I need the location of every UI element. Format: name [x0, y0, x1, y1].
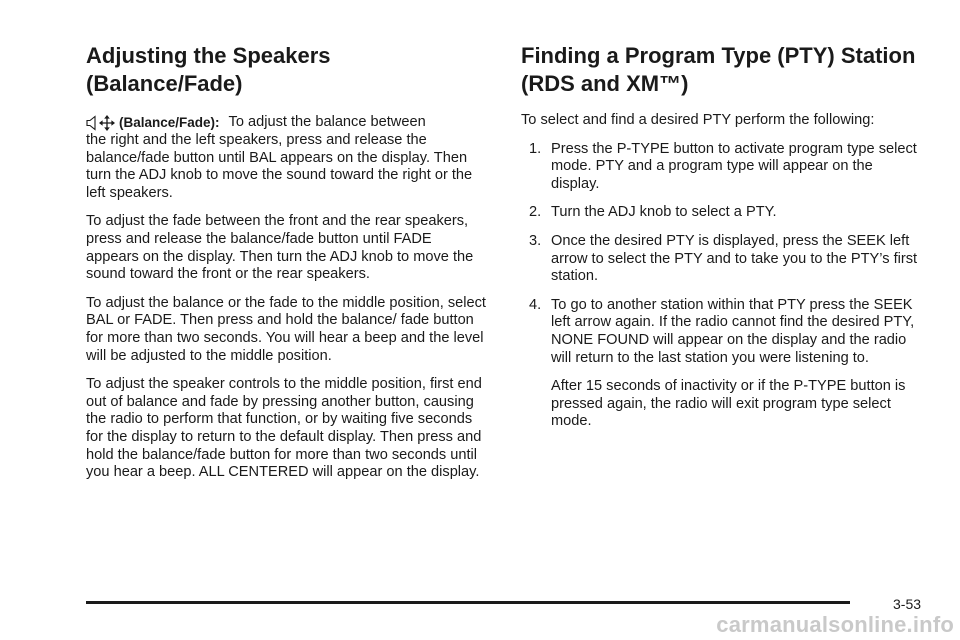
footer-rule	[86, 601, 850, 604]
page-number: 3-53	[893, 596, 922, 612]
step-number: 3.	[529, 232, 542, 249]
balance-fade-icons	[86, 114, 116, 132]
step-number: 1.	[529, 140, 542, 157]
watermark: carmanualsonline.info	[716, 612, 954, 637]
right-column	[521, 42, 921, 442]
list-item	[521, 233, 921, 286]
speaker-icon	[86, 115, 98, 131]
balance-fade-control-paragraph	[86, 114, 488, 202]
list-item	[521, 141, 921, 194]
balance-fade-heading: Adjusting the Speakers (Balance/Fade)	[86, 43, 331, 96]
left-column	[86, 42, 488, 493]
list-item	[521, 204, 921, 222]
balance-fade-lead-text: To adjust the balance between	[228, 114, 426, 131]
step-number: 4.	[529, 296, 542, 313]
list-item	[521, 297, 921, 367]
pty-intro: To select and find a desired PTY perform the following:	[521, 112, 875, 128]
pty-heading: Finding a Program Type (PTY) Station (RDS and XM™)	[521, 43, 916, 96]
step-text: Press the P-TYPE button to activate program type select mode. PTY and a program type will appear on the display.	[551, 140, 917, 192]
pty-steps-list	[521, 141, 921, 368]
step-text: To go to another station within that PTY press the SEEK left arrow again. If the radio cannot find the desired PTY, NONE FOUND will appear on the display and the radio will return to the last station you were listening to.	[551, 296, 915, 366]
paragraph: To adjust the balance or the fade to the middle position, select BAL or FADE. Then press and hold the balance/ fade button for more than two seconds. You will hear a beep and the level will be adjusted to the middle position.	[86, 294, 486, 364]
step-text: Turn the ADJ knob to select a PTY.	[551, 204, 777, 221]
pty-exit-note: After 15 seconds of inactivity or if the P-TYPE button is pressed again, the radio will exit program type select mode.	[551, 378, 906, 430]
paragraph: To adjust the fade between the front and the rear speakers, press and release the balance/fade button until FADE appears on the display. Then turn the ADJ knob to move the sound toward the front or the rear speakers.	[86, 213, 474, 283]
paragraph: To adjust the speaker controls to the middle position, first end out of balance and fade by pressing another button, causing the radio to perform that function, or by waiting five seconds for the display to return to the default display. Then press and hold the balance/fade button for more than two seconds until you hear a beep. ALL CENTERED will appear on the display.	[86, 376, 482, 481]
balance-fade-arrows-icon	[98, 114, 116, 132]
step-text: Once the desired PTY is displayed, press the SEEK left arrow to select the PTY and to take you to the PTY’s first station.	[551, 232, 918, 285]
balance-fade-label: (Balance/Fade):	[119, 115, 220, 131]
balance-fade-control-line	[86, 114, 488, 132]
step-number: 2.	[529, 204, 542, 221]
paragraph: the right and the left speakers, press and release the balance/fade button until BAL appears on the display. Then turn the ADJ knob to move the sound toward the right or the left speakers.	[86, 132, 473, 201]
